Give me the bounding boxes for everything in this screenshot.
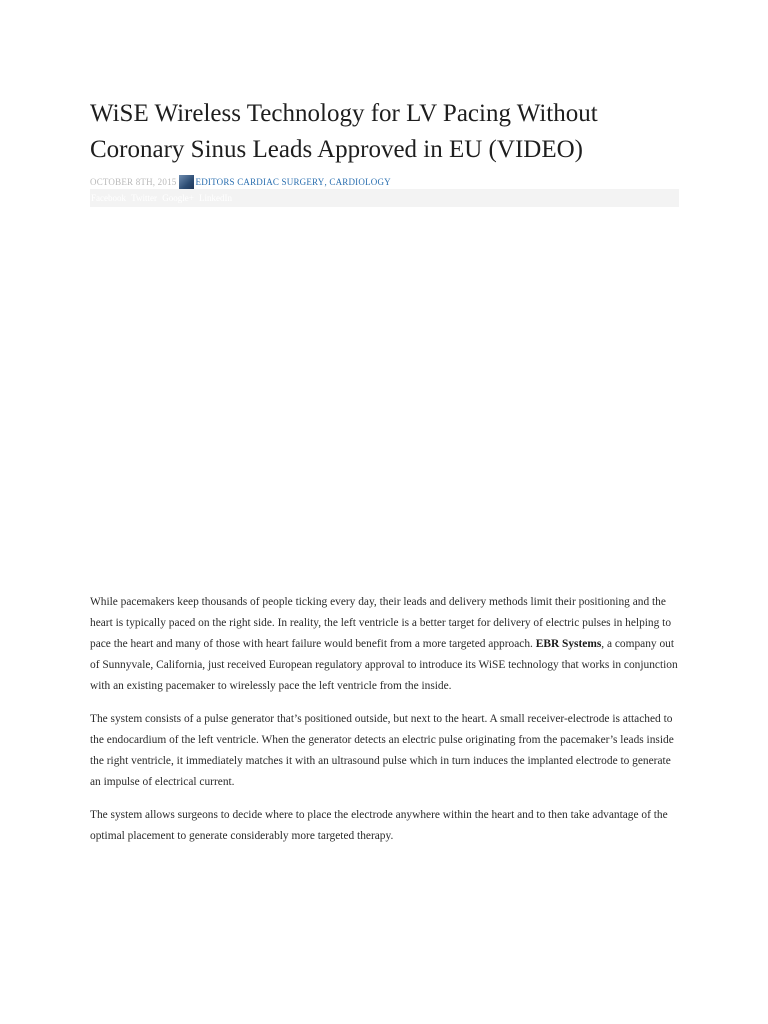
category-link-cardiology[interactable]: CARDIOLOGY [329,177,391,187]
body-paragraph-2: The system consists of a pulse generator that’s positioned outside, but next to the heart. A small receiver-electrode is attached to the endocardium of the left ventricle. When the generator detects an electric pulse originating from the pacemaker’s leads inside the right ventricle, it immediately matches it with an ultrasound pulse which in turn induces the implanted electrode to generate an impulse of electrical current. [90,713,674,788]
company-name: EBR Systems [535,638,602,650]
category-link-cardiac-surgery[interactable]: CARDIAC SURGERY [237,177,325,187]
body-paragraph-1-text-a: While pacemakers keep thousands of people ticking every day, their leads and delivery methods limit their positioning and the heart is typically paced on the right side. In reality, the left ventricle is a better target for delivery of electric pulses in helping to pace the heart and many of those with heart failure would benefit from a more targeted approach. [90,596,672,650]
body-paragraph-1-text-b: , a company out of Sunnyvale, California, just received European regulatory approval to introduce its WiSE technology that works in conjunction with an existing pacemaker to wirelessly pace the left ventricle from the inside. [90,638,678,692]
body-paragraph-1 [90,592,680,697]
author-avatar[interactable] [179,175,194,190]
share-google-plus-link[interactable]: Google+ [162,193,194,203]
article-title: WiSE Wireless Technology for LV Pacing Without Coronary Sinus Leads Approved in EU (VIDEO) [90,100,598,163]
article-body [90,592,680,859]
share-twitter-link[interactable]: Twitter [131,193,157,203]
share-linkedin-link[interactable]: LinkedIn [199,193,233,203]
share-bar [90,189,679,207]
share-facebook-link[interactable]: Facebook [91,193,126,203]
author-link[interactable]: EDITORS [195,177,235,187]
publish-date: OCTOBER 8TH, 2015 [90,177,177,187]
category-separator: , [324,177,327,187]
body-paragraph-3: The system allows surgeons to decide where to place the electrode anywhere within the heart and to then take advantage of the optimal placement to generate considerably more targeted therapy. [90,809,668,842]
video-embed-area[interactable] [90,210,678,570]
